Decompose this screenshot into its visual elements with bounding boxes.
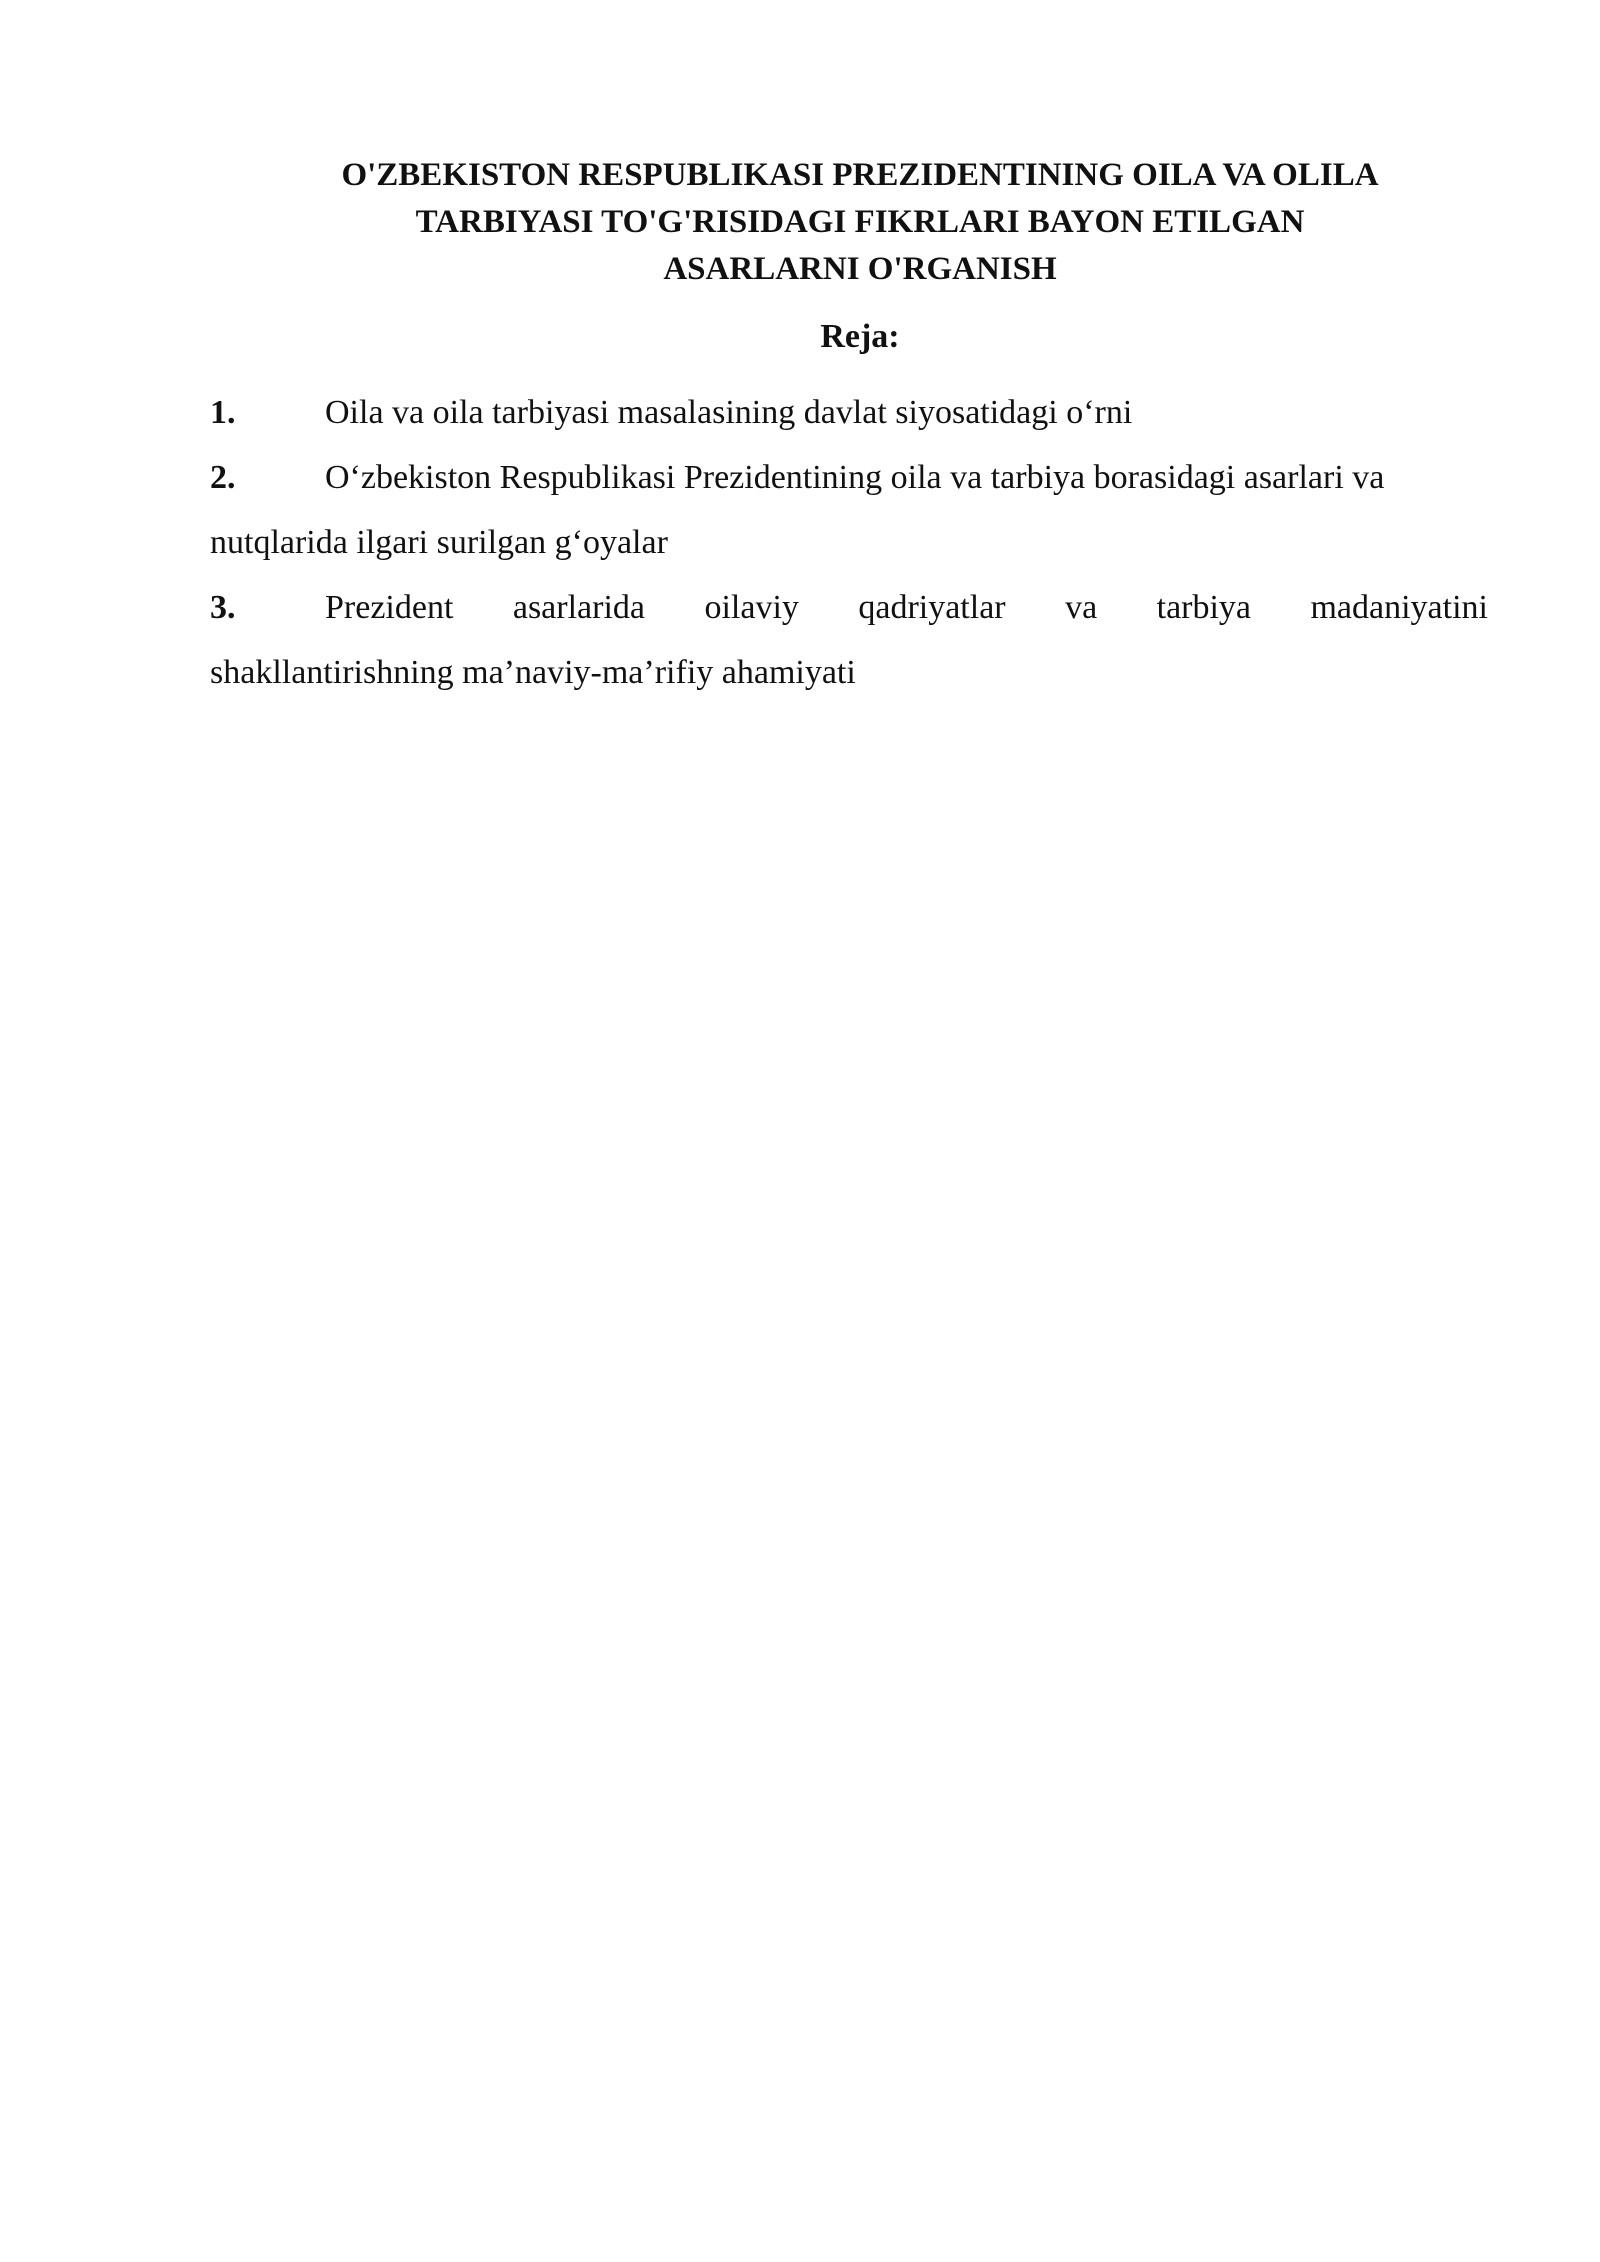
plan-item-text: Oila va oila tarbiyasi masalasining davlat siyosatidagi o‘rni (325, 394, 1133, 431)
document-title (240, 152, 1480, 293)
title-line-2: TARBIYASI TO'G'RISIDAGI FIKRLARI BAYON ETILGAN (415, 204, 1305, 240)
plan-item-1-line (210, 380, 1488, 445)
plan-item-3-line (210, 575, 1488, 640)
plan-item-2 (210, 445, 1488, 575)
title-line-3: ASARLARNI O'RGANISH (663, 251, 1057, 287)
plan-item-2-line (210, 445, 1488, 510)
plan-item-text: O‘zbekiston Respublikasi Prezidentining oila va tarbiya borasidagi asarlari va (325, 459, 1385, 496)
plan-item-number: 3. (210, 589, 236, 626)
plan-heading: Reja: (820, 318, 900, 355)
plan-item-text: Prezident asarlarida oilaviy qadriyatlar va tarbiya madaniyatini (325, 589, 1488, 626)
plan-list (210, 380, 1488, 705)
plan-item-3-continuation: shakllantirishning ma’naviy-ma’rifiy ahamiyati (210, 654, 856, 691)
plan-item-3 (210, 575, 1488, 705)
plan-item-2-continuation: nutqlarida ilgari surilgan g‘oyalar (210, 524, 668, 561)
plan-item-number: 1. (210, 394, 236, 431)
plan-item-number: 2. (210, 459, 236, 496)
title-line-1: O'ZBEKISTON RESPUBLIKASI PREZIDENTINING OILA VA OLILA (341, 157, 1379, 193)
plan-item-1 (210, 380, 1488, 445)
